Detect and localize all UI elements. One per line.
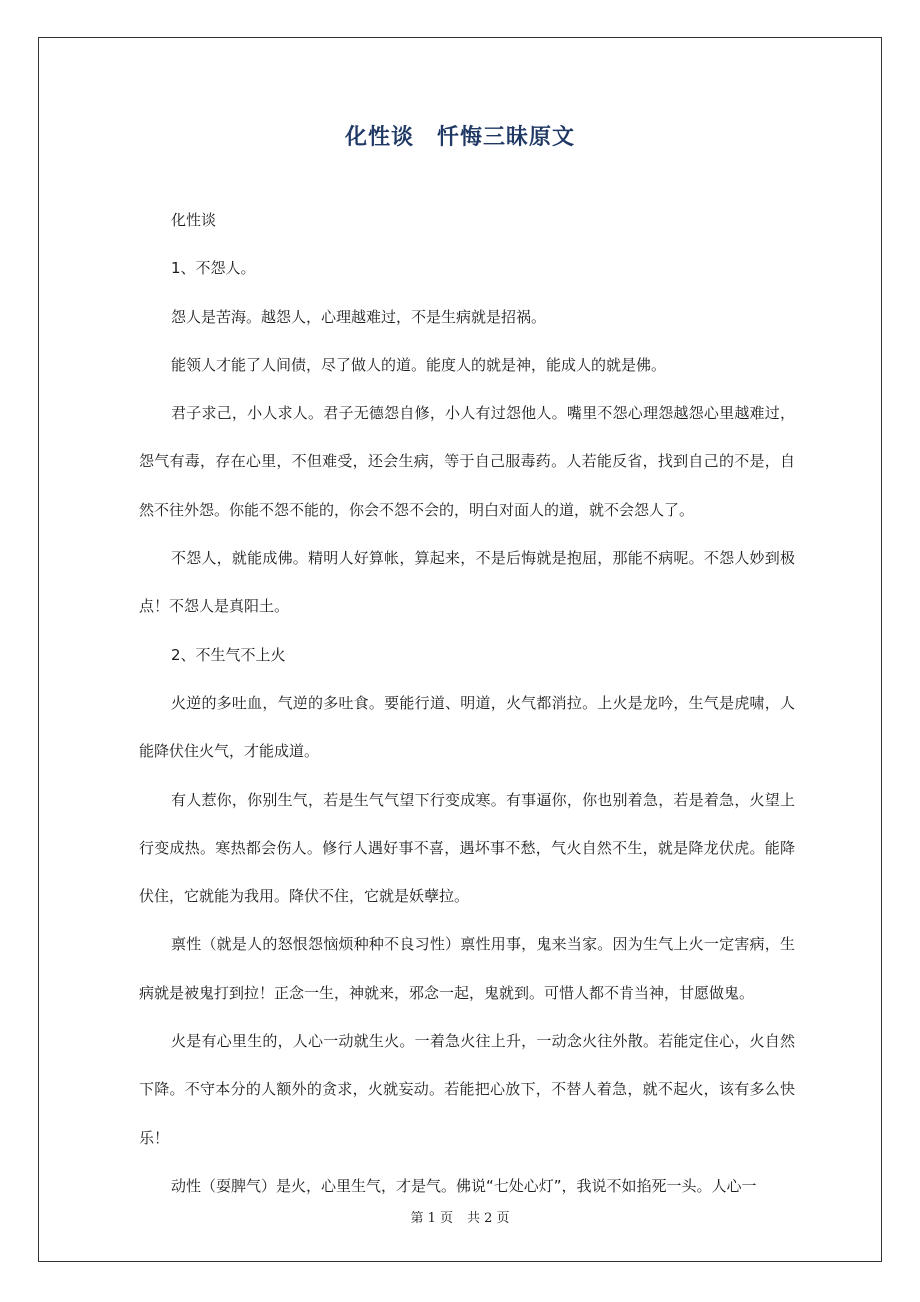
- body-paragraph: 动性（耍脾气）是火，心里生气，才是气。佛说“七处心灯”，我说不如掐死一头。人心一: [171, 1176, 757, 1195]
- page-total: 共 2 页: [467, 1211, 510, 1226]
- page-number: 第 1 页: [410, 1211, 453, 1226]
- document-body: [139, 196, 795, 1210]
- section-heading: 化性谈: [171, 211, 217, 229]
- document-title: 化性谈 忏悔三昧原文: [344, 125, 575, 150]
- page-footer: [0, 1207, 920, 1226]
- body-paragraph: 火逆的多吐血，气逆的多吐食。要能行道、明道，火气都消拉。上火是龙吟，生气是虎啸，人能降伏住火气，才能成道。: [139, 693, 795, 761]
- body-paragraph: 有人惹你，你别生气，若是生气气望下行变成寒。有事逼你，你也别着急，若是着急，火望上行变成热。寒热都会伤人。修行人遇好事不喜，遇坏事不愁，气火自然不生，就是降龙伏虎。能降伏住，它就能为我用。降伏不住，它就是妖孽拉。: [139, 790, 795, 906]
- body-paragraph: 能领人才能了人间债，尽了做人的道。能度人的就是神，能成人的就是佛。: [171, 355, 667, 374]
- body-paragraph: 怨人是苦海。越怨人，心理越难过，不是生病就是招祸。: [171, 307, 547, 326]
- body-paragraph: 禀性（就是人的怒恨怨恼烦种种不良习性）禀性用事，鬼来当家。因为生气上火一定害病，生病就是被鬼打到拉！正念一生，神就来，邪念一起，鬼就到。可惜人都不肯当神，甘愿做鬼。: [139, 935, 795, 1002]
- subsection-heading: 2、不生气不上火: [171, 645, 286, 664]
- body-paragraph: 不怨人，就能成佛。精明人好算帐，算起来，不是后悔就是抱屈，那能不病呢。不怨人妙到极点！不怨人是真阳土。: [139, 549, 795, 616]
- subsection-heading: 1、不怨人。: [171, 259, 256, 278]
- body-paragraph: 火是有心里生的，人心一动就生火。一着急火往上升，一动念火往外散。若能定住心，火自然下降。不守本分的人额外的贪求，火就妄动。若能把心放下，不替人着急，就不起火，该有多么快乐！: [139, 1032, 795, 1147]
- body-paragraph: 君子求己，小人求人。君子无德怨自修，小人有过怨他人。嘴里不怨心理怨越怨心里越难过，怨气有毒，存在心里，不但难受，还会生病，等于自己服毒药。人若能反省，找到自己的不是，自然不往外怨。你能不怨不能的，你会不怨不会的，明白对面人的道，就不会怨人了。: [139, 404, 795, 519]
